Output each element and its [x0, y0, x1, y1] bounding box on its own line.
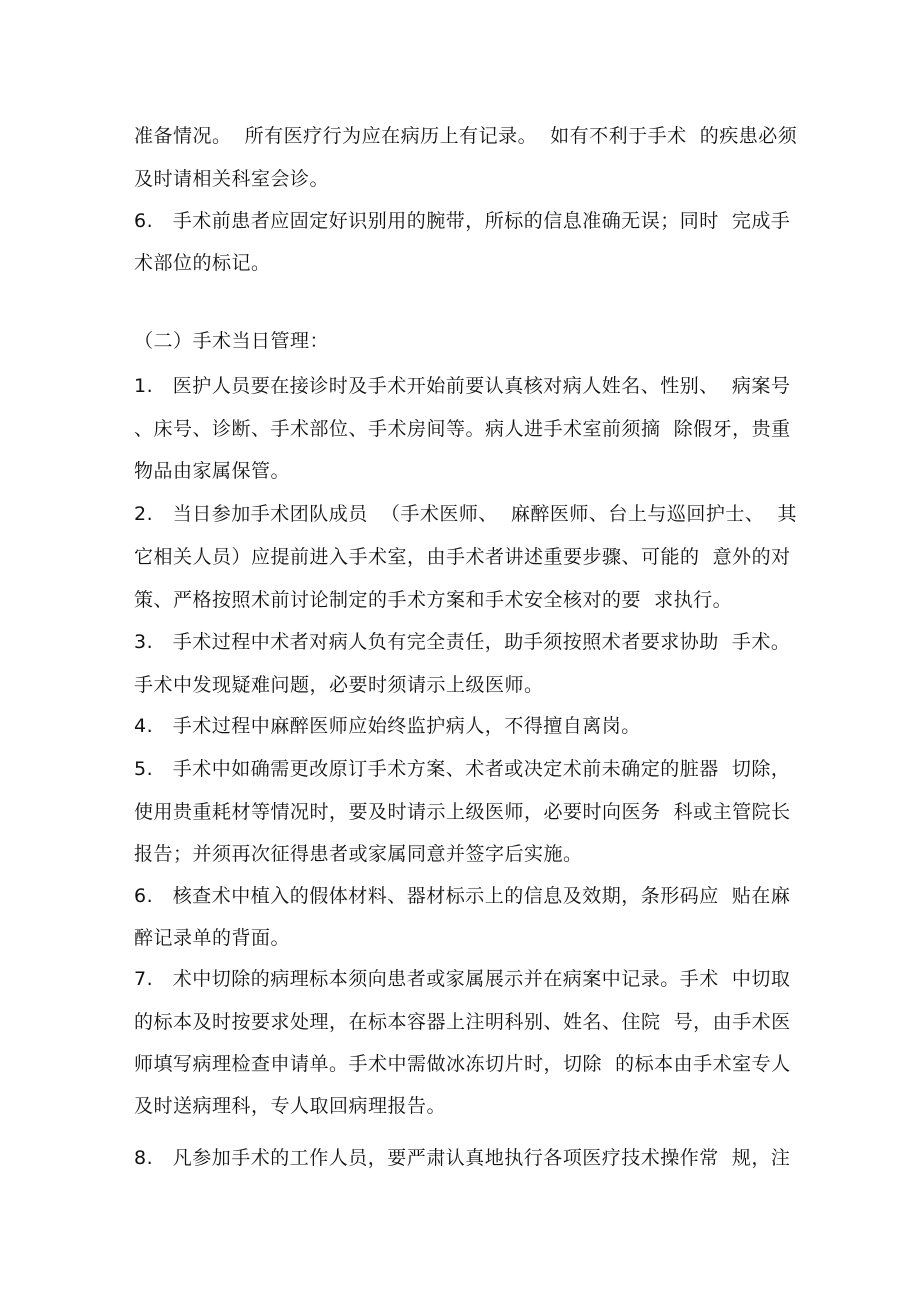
text-line: 手术中发现疑难问题，必要时须请示上级医师。 — [134, 674, 544, 696]
section-heading: （二）手术当日管理： — [134, 330, 330, 352]
text-line: 策、严格按照术前讨论制定的手术方案和手术安全核对的要 求执行。 — [134, 589, 733, 611]
text-line: 准备情况。 所有医疗行为应在病历上有记录。 如有不利于手术 的疾患必须 — [134, 125, 798, 147]
text-line: 及时送病理科，专人取回病理报告。 — [134, 1095, 447, 1117]
text-line: 的标本及时按要求处理，在标本容器上注明科别、姓名、住院 号，由手术医 — [134, 1011, 791, 1033]
text-line: 、床号、诊断、手术部位、手术房间等。病人进手术室前须摘 除假牙，贵重 — [134, 418, 791, 440]
text-line: 3. 手术过程中术者对病人负有完全责任，助手须按照术者要求协助 手术。 — [134, 631, 791, 653]
text-line: 使用贵重耗材等情况时，要及时请示上级医师，必要时向医务 科或主管院长 — [134, 801, 791, 823]
text-line: 4. 手术过程中麻醉医师应始终监护病人，不得擅自离岗。 — [134, 715, 641, 737]
text-line: 8. 凡参加手术的工作人员，要严肃认真地执行各项医疗技术操作常 规，注 — [134, 1147, 791, 1169]
text-line: 术部位的标记。 — [134, 252, 271, 274]
text-line: 师填写病理检查申请单。手术中需做冰冻切片时，切除 的标本由手术室专人 — [134, 1053, 791, 1075]
text-line: 及时请相关科室会诊。 — [134, 168, 330, 190]
text-line: 7. 术中切除的病理标本须向患者或家属展示并在病案中记录。手术 中切取 — [134, 968, 791, 990]
text-line: 它相关人员）应提前进入手术室，由手术者讲述重要步骤、可能的 意外的对 — [134, 546, 791, 568]
text-line: 2. 当日参加手术团队成员 （手术医师、 麻醉医师、台上与巡回护士、 其 — [134, 503, 797, 525]
text-line: 物品由家属保管。 — [134, 460, 291, 482]
text-line: 醉记录单的背面。 — [134, 927, 291, 949]
text-line: 1. 医护人员要在接诊时及手术开始前要认真核对病人姓名、性别、 病案号 — [134, 375, 791, 397]
text-line: 6. 核查术中植入的假体材料、器材标示上的信息及效期，条形码应 贴在麻 — [134, 885, 791, 907]
text-line: 5. 手术中如确需更改原订手术方案、术者或决定术前未确定的脏器 切除， — [134, 758, 791, 780]
text-line: 报告；并须再次征得患者或家属同意并签字后实施。 — [134, 843, 583, 865]
text-line: 6. 手术前患者应固定好识别用的腕带，所标的信息准确无误；同时 完成手 — [134, 210, 791, 232]
